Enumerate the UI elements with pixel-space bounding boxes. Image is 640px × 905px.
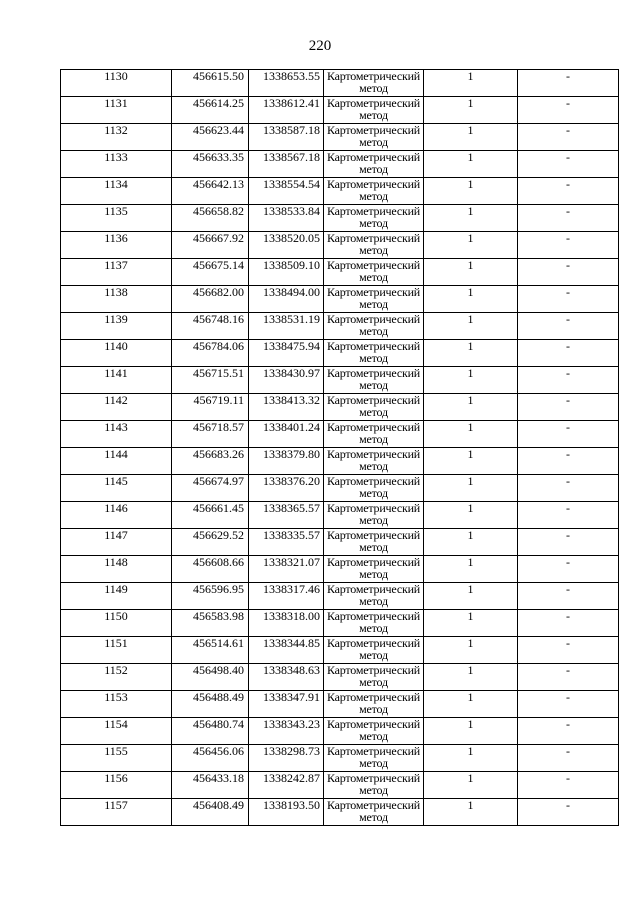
- method-cell: [324, 664, 424, 691]
- method-text: Картометрический метод: [326, 232, 421, 257]
- method-text: Картометрический метод: [326, 205, 421, 230]
- y-coordinate-cell: 1338567.18: [249, 151, 324, 178]
- note-cell: -: [518, 205, 619, 232]
- x-coordinate-cell: 456715.51: [172, 367, 249, 394]
- y-coordinate-cell: 1338193.50: [249, 799, 324, 826]
- y-coordinate-cell: 1338587.18: [249, 124, 324, 151]
- x-coordinate-cell: 456633.35: [172, 151, 249, 178]
- method-text: Картометрический метод: [326, 70, 421, 95]
- x-coordinate-cell: 456596.95: [172, 583, 249, 610]
- method-cell: [324, 421, 424, 448]
- x-coordinate-cell: 456718.57: [172, 421, 249, 448]
- point-number-cell: 1156: [61, 772, 172, 799]
- point-number-cell: 1148: [61, 556, 172, 583]
- page-number: 220: [308, 38, 332, 54]
- point-number-cell: 1143: [61, 421, 172, 448]
- x-coordinate-cell: 456683.26: [172, 448, 249, 475]
- note-cell: -: [518, 529, 619, 556]
- method-text: Картометрический метод: [326, 502, 421, 527]
- note-cell: -: [518, 583, 619, 610]
- coordinates-table: [60, 69, 619, 826]
- point-number-cell: 1142: [61, 394, 172, 421]
- accuracy-cell: 1: [424, 151, 518, 178]
- note-cell: -: [518, 799, 619, 826]
- note-cell: -: [518, 637, 619, 664]
- point-number-cell: 1145: [61, 475, 172, 502]
- accuracy-cell: 1: [424, 394, 518, 421]
- table-row: [61, 799, 619, 826]
- method-cell: [324, 70, 424, 97]
- point-number-cell: 1131: [61, 97, 172, 124]
- y-coordinate-cell: 1338494.00: [249, 286, 324, 313]
- accuracy-cell: 1: [424, 691, 518, 718]
- point-number-cell: 1138: [61, 286, 172, 313]
- method-text: Картометрический метод: [326, 421, 421, 446]
- y-coordinate-cell: 1338242.87: [249, 772, 324, 799]
- method-cell: [324, 583, 424, 610]
- note-cell: -: [518, 178, 619, 205]
- x-coordinate-cell: 456719.11: [172, 394, 249, 421]
- accuracy-cell: 1: [424, 124, 518, 151]
- x-coordinate-cell: 456408.49: [172, 799, 249, 826]
- note-cell: -: [518, 97, 619, 124]
- accuracy-cell: 1: [424, 475, 518, 502]
- note-cell: -: [518, 745, 619, 772]
- y-coordinate-cell: 1338376.20: [249, 475, 324, 502]
- point-number-cell: 1153: [61, 691, 172, 718]
- method-cell: [324, 205, 424, 232]
- y-coordinate-cell: 1338475.94: [249, 340, 324, 367]
- point-number-cell: 1130: [61, 70, 172, 97]
- x-coordinate-cell: 456682.00: [172, 286, 249, 313]
- table-row: [61, 583, 619, 610]
- point-number-cell: 1139: [61, 313, 172, 340]
- y-coordinate-cell: 1338318.00: [249, 610, 324, 637]
- method-cell: [324, 529, 424, 556]
- note-cell: -: [518, 421, 619, 448]
- accuracy-cell: 1: [424, 178, 518, 205]
- table-row: [61, 70, 619, 97]
- x-coordinate-cell: 456674.97: [172, 475, 249, 502]
- method-cell: [324, 286, 424, 313]
- note-cell: -: [518, 610, 619, 637]
- table-row: [61, 286, 619, 313]
- accuracy-cell: 1: [424, 259, 518, 286]
- accuracy-cell: 1: [424, 313, 518, 340]
- accuracy-cell: 1: [424, 637, 518, 664]
- x-coordinate-cell: 456480.74: [172, 718, 249, 745]
- method-text: Картометрический метод: [326, 178, 421, 203]
- method-cell: [324, 502, 424, 529]
- method-cell: [324, 124, 424, 151]
- method-cell: [324, 475, 424, 502]
- y-coordinate-cell: 1338533.84: [249, 205, 324, 232]
- x-coordinate-cell: 456667.92: [172, 232, 249, 259]
- table-row: [61, 637, 619, 664]
- accuracy-cell: 1: [424, 556, 518, 583]
- method-text: Картометрический метод: [326, 448, 421, 473]
- point-number-cell: 1155: [61, 745, 172, 772]
- method-text: Картометрический метод: [326, 367, 421, 392]
- point-number-cell: 1137: [61, 259, 172, 286]
- note-cell: -: [518, 70, 619, 97]
- x-coordinate-cell: 456623.44: [172, 124, 249, 151]
- x-coordinate-cell: 456614.25: [172, 97, 249, 124]
- x-coordinate-cell: 456498.40: [172, 664, 249, 691]
- accuracy-cell: 1: [424, 286, 518, 313]
- x-coordinate-cell: 456784.06: [172, 340, 249, 367]
- note-cell: -: [518, 124, 619, 151]
- x-coordinate-cell: 456514.61: [172, 637, 249, 664]
- accuracy-cell: 1: [424, 502, 518, 529]
- y-coordinate-cell: 1338430.97: [249, 367, 324, 394]
- method-cell: [324, 448, 424, 475]
- table-row: [61, 448, 619, 475]
- method-cell: [324, 178, 424, 205]
- note-cell: -: [518, 664, 619, 691]
- method-cell: [324, 772, 424, 799]
- note-cell: -: [518, 232, 619, 259]
- method-cell: [324, 151, 424, 178]
- method-text: Картометрический метод: [326, 556, 421, 581]
- point-number-cell: 1141: [61, 367, 172, 394]
- y-coordinate-cell: 1338298.73: [249, 745, 324, 772]
- y-coordinate-cell: 1338612.41: [249, 97, 324, 124]
- accuracy-cell: 1: [424, 583, 518, 610]
- x-coordinate-cell: 456488.49: [172, 691, 249, 718]
- table-row: [61, 502, 619, 529]
- point-number-cell: 1134: [61, 178, 172, 205]
- y-coordinate-cell: 1338335.57: [249, 529, 324, 556]
- accuracy-cell: 1: [424, 340, 518, 367]
- y-coordinate-cell: 1338554.54: [249, 178, 324, 205]
- point-number-cell: 1150: [61, 610, 172, 637]
- method-cell: [324, 340, 424, 367]
- x-coordinate-cell: 456748.16: [172, 313, 249, 340]
- y-coordinate-cell: 1338509.10: [249, 259, 324, 286]
- point-number-cell: 1146: [61, 502, 172, 529]
- y-coordinate-cell: 1338365.57: [249, 502, 324, 529]
- table-row: [61, 610, 619, 637]
- point-number-cell: 1135: [61, 205, 172, 232]
- table-row: [61, 124, 619, 151]
- y-coordinate-cell: 1338343.23: [249, 718, 324, 745]
- table-row: [61, 529, 619, 556]
- method-cell: [324, 718, 424, 745]
- table-row: [61, 151, 619, 178]
- point-number-cell: 1149: [61, 583, 172, 610]
- accuracy-cell: 1: [424, 70, 518, 97]
- note-cell: -: [518, 367, 619, 394]
- accuracy-cell: 1: [424, 799, 518, 826]
- point-number-cell: 1136: [61, 232, 172, 259]
- table-row: [61, 259, 619, 286]
- table-row: [61, 313, 619, 340]
- table-row: [61, 205, 619, 232]
- y-coordinate-cell: 1338347.91: [249, 691, 324, 718]
- table-row: [61, 772, 619, 799]
- table-row: [61, 394, 619, 421]
- point-number-cell: 1144: [61, 448, 172, 475]
- y-coordinate-cell: 1338321.07: [249, 556, 324, 583]
- accuracy-cell: 1: [424, 664, 518, 691]
- note-cell: -: [518, 394, 619, 421]
- method-cell: [324, 259, 424, 286]
- method-cell: [324, 556, 424, 583]
- note-cell: -: [518, 448, 619, 475]
- accuracy-cell: 1: [424, 97, 518, 124]
- method-text: Картометрический метод: [326, 151, 421, 176]
- note-cell: -: [518, 313, 619, 340]
- accuracy-cell: 1: [424, 421, 518, 448]
- y-coordinate-cell: 1338317.46: [249, 583, 324, 610]
- method-text: Картометрический метод: [326, 664, 421, 689]
- method-cell: [324, 232, 424, 259]
- y-coordinate-cell: 1338413.32: [249, 394, 324, 421]
- method-cell: [324, 637, 424, 664]
- note-cell: -: [518, 340, 619, 367]
- method-text: Картометрический метод: [326, 529, 421, 554]
- accuracy-cell: 1: [424, 745, 518, 772]
- note-cell: -: [518, 691, 619, 718]
- y-coordinate-cell: 1338531.19: [249, 313, 324, 340]
- method-cell: [324, 610, 424, 637]
- table-row: [61, 745, 619, 772]
- point-number-cell: 1157: [61, 799, 172, 826]
- accuracy-cell: 1: [424, 205, 518, 232]
- method-text: Картометрический метод: [326, 286, 421, 311]
- method-text: Картометрический метод: [326, 637, 421, 662]
- x-coordinate-cell: 456583.98: [172, 610, 249, 637]
- point-number-cell: 1154: [61, 718, 172, 745]
- y-coordinate-cell: 1338520.05: [249, 232, 324, 259]
- y-coordinate-cell: 1338348.63: [249, 664, 324, 691]
- table-row: [61, 421, 619, 448]
- note-cell: -: [518, 259, 619, 286]
- method-text: Картометрический метод: [326, 610, 421, 635]
- y-coordinate-cell: 1338344.85: [249, 637, 324, 664]
- method-cell: [324, 97, 424, 124]
- method-text: Картометрический метод: [326, 340, 421, 365]
- accuracy-cell: 1: [424, 367, 518, 394]
- note-cell: -: [518, 475, 619, 502]
- point-number-cell: 1140: [61, 340, 172, 367]
- table-row: [61, 664, 619, 691]
- x-coordinate-cell: 456608.66: [172, 556, 249, 583]
- method-text: Картометрический метод: [326, 745, 421, 770]
- method-text: Картометрический метод: [326, 97, 421, 122]
- table-row: [61, 178, 619, 205]
- note-cell: -: [518, 286, 619, 313]
- method-cell: [324, 394, 424, 421]
- method-cell: [324, 745, 424, 772]
- accuracy-cell: 1: [424, 610, 518, 637]
- y-coordinate-cell: 1338401.24: [249, 421, 324, 448]
- note-cell: -: [518, 772, 619, 799]
- method-text: Картометрический метод: [326, 475, 421, 500]
- accuracy-cell: 1: [424, 448, 518, 475]
- table-row: [61, 718, 619, 745]
- point-number-cell: 1133: [61, 151, 172, 178]
- method-text: Картометрический метод: [326, 583, 421, 608]
- method-cell: [324, 313, 424, 340]
- point-number-cell: 1152: [61, 664, 172, 691]
- table-row: [61, 97, 619, 124]
- point-number-cell: 1151: [61, 637, 172, 664]
- method-text: Картометрический метод: [326, 718, 421, 743]
- x-coordinate-cell: 456433.18: [172, 772, 249, 799]
- method-text: Картометрический метод: [326, 691, 421, 716]
- point-number-cell: 1147: [61, 529, 172, 556]
- method-text: Картометрический метод: [326, 772, 421, 797]
- method-cell: [324, 367, 424, 394]
- y-coordinate-cell: 1338379.80: [249, 448, 324, 475]
- method-text: Картометрический метод: [326, 313, 421, 338]
- coordinates-table-body: [61, 70, 619, 826]
- method-text: Картометрический метод: [326, 394, 421, 419]
- table-row: [61, 556, 619, 583]
- note-cell: -: [518, 556, 619, 583]
- x-coordinate-cell: 456629.52: [172, 529, 249, 556]
- method-cell: [324, 799, 424, 826]
- note-cell: -: [518, 718, 619, 745]
- table-row: [61, 232, 619, 259]
- accuracy-cell: 1: [424, 772, 518, 799]
- method-cell: [324, 691, 424, 718]
- method-text: Картометрический метод: [326, 799, 421, 824]
- note-cell: -: [518, 151, 619, 178]
- x-coordinate-cell: 456642.13: [172, 178, 249, 205]
- note-cell: -: [518, 502, 619, 529]
- method-text: Картометрический метод: [326, 259, 421, 284]
- accuracy-cell: 1: [424, 529, 518, 556]
- method-text: Картометрический метод: [326, 124, 421, 149]
- point-number-cell: 1132: [61, 124, 172, 151]
- y-coordinate-cell: 1338653.55: [249, 70, 324, 97]
- accuracy-cell: 1: [424, 232, 518, 259]
- accuracy-cell: 1: [424, 718, 518, 745]
- table-row: [61, 475, 619, 502]
- x-coordinate-cell: 456658.82: [172, 205, 249, 232]
- x-coordinate-cell: 456456.06: [172, 745, 249, 772]
- table-row: [61, 367, 619, 394]
- x-coordinate-cell: 456661.45: [172, 502, 249, 529]
- x-coordinate-cell: 456675.14: [172, 259, 249, 286]
- table-row: [61, 691, 619, 718]
- x-coordinate-cell: 456615.50: [172, 70, 249, 97]
- table-row: [61, 340, 619, 367]
